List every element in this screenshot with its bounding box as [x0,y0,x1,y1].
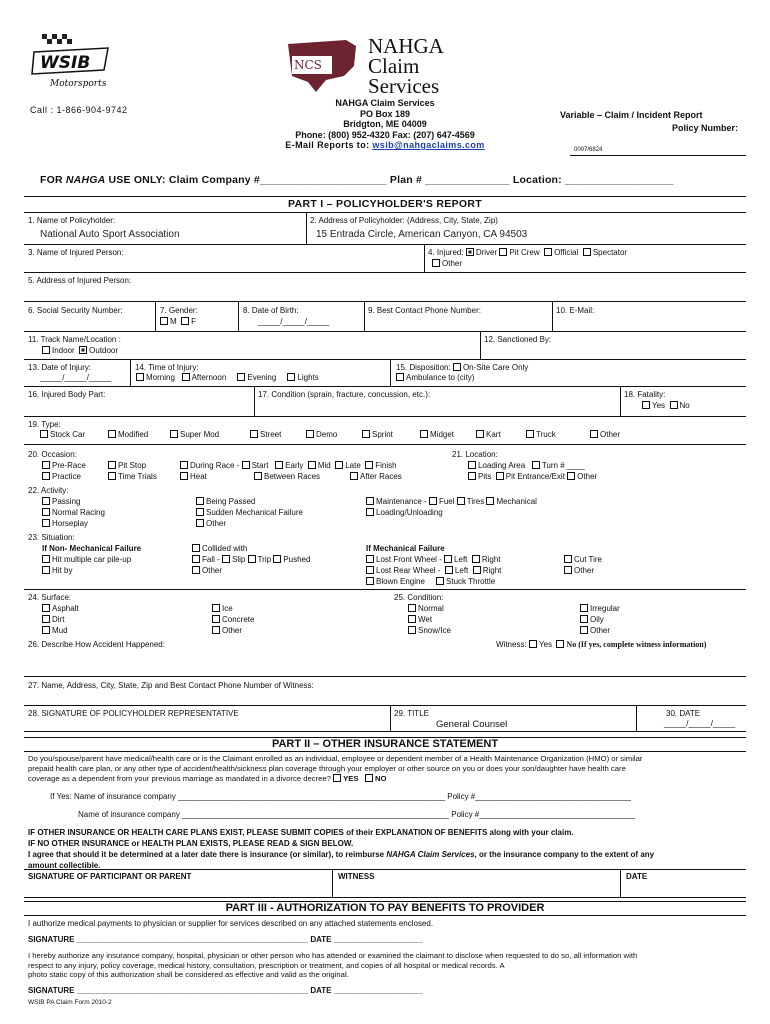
f25-normal: Normal [408,604,444,613]
addr-email-line [240,140,530,151]
f17-label: 17. Condition (sprain, fracture, concussion, etc.): [258,390,431,399]
f18-label: 18. Fatality: [624,390,666,399]
f5-label: 5. Address of Injured Person: [28,276,132,285]
part3-title: PART III - AUTHORIZATION TO PAY BENEFITS TO PROVIDER [24,901,746,916]
p3-line1: I authorize medical payments to physician or supplier for services described on any attached statements enclosed. [28,919,434,928]
p2-witness-label: WITNESS [338,872,375,881]
f19-o4: Demo [306,430,337,439]
f14-label: 14. Time of Injury: [135,363,199,372]
f23-other2: Other [564,566,594,575]
f25-wet: Wet [408,615,432,624]
f25-label: 25. Condition: [394,593,444,602]
cb-female[interactable] [181,317,189,325]
nahga-logo-line3: Services [368,74,440,98]
cb-evening[interactable] [237,373,245,381]
f19-o1: Modified [108,430,148,439]
address-block [240,98,530,151]
f25-irregular: Irregular [580,604,620,613]
addr-line-1: NAHGA Claim Services [335,98,435,108]
f22-passing: Passing [42,497,80,506]
cb-ambulance[interactable] [396,373,404,381]
part2-title: PART II – OTHER INSURANCE STATEMENT [24,737,746,752]
p3-para3: photo static copy of this authorization shall be considered as effective and valid as the original. [28,970,349,979]
f20-between: Between Races [254,472,320,481]
f23-other: Other [192,566,222,575]
f24-ice: Ice [212,604,233,613]
f23-front: Lost Front Wheel - Left Right [366,555,501,564]
f24-concrete: Concrete [212,615,254,624]
report-title: Variable – Claim / Incident Report [560,110,703,120]
p2-bold1: IF OTHER INSURANCE OR HEALTH CARE PLANS EXIST, PLEASE SUBMIT COPIES of their EXPLANATION OF BENEFITS along with your claim. [28,828,574,837]
f19-o5: Sprint [362,430,393,439]
addr-line-4: Phone: (800) 952-4320 Fax: (207) 647-4569 [295,129,475,140]
f28-label: 28. SIGNATURE OF POLICYHOLDER REPRESENTATIVE [28,709,239,718]
policyholder-address[interactable]: 15 Entrada Circle, American Canyon, CA 94503 [316,229,528,240]
p2-para3: coverage as a dependent from your previous marriage as mandated in a divorce decree? YES NO [28,774,387,783]
nahga-logo-line2: Claim [368,54,420,78]
p2-bold3: I agree that should it be determined at a later date there is insurance (or similar), to reimburse NAHGA Claim Services, or the insurance company to the extent of any [28,850,655,859]
f3-label: 3. Name of Injured Person: [28,248,124,257]
f25-oily: Oily [580,615,604,624]
f19-o0: Stock Car [40,430,85,439]
title-value[interactable]: General Counsel [436,719,508,730]
cb-witness-yes[interactable] [529,640,537,648]
f24-asphalt: Asphalt [42,604,79,613]
cb-official[interactable] [544,248,552,256]
cb-other-ins-yes[interactable] [333,774,341,782]
f22-normal: Normal Racing [42,508,105,517]
f22-horseplay: Horseplay [42,519,88,528]
date-blank[interactable]: _____/_____/_____ [664,719,736,728]
f15-ambulance: Ambulance to (city) [396,373,474,382]
wsib-logo-sub: Motorsports [50,79,107,89]
f14-opts: Morning Afternoon Evening Lights [136,373,319,382]
cb-lights[interactable] [287,373,295,381]
f8-label: 8. Date of Birth: [243,306,299,315]
p2-date-label: DATE [626,872,648,881]
email-label: E-Mail Reports to: [285,140,373,150]
cb-witness-no[interactable] [556,640,564,648]
p3-para2: respect to any injury, policy coverage, medical history, consultation, prescription or treatment, and copies of all hospital or medical records. A [28,961,505,970]
nahga-logo [286,36,496,100]
f20-prerace: Pre-Race [42,461,86,470]
f13-label: 13. Date of Injury: [28,363,92,372]
f23-label: 23. Situation: [28,533,75,542]
f30-label: 30. DATE [666,709,701,718]
p3-sig1[interactable]: SIGNATURE ____________________________________________________ DATE ____________________ [28,935,423,944]
f4-injured: 4. Injured: Driver Pit Crew Official Spectator [428,248,628,257]
f9-label: 9. Best Contact Phone Number: [368,306,481,315]
f24-dirt: Dirt [42,615,64,624]
cb-spectator[interactable] [583,248,591,256]
f23-blown: Blown Engine Stuck Throttle [366,577,495,586]
f16-label: 16. Injured Body Part: [28,390,106,399]
f11-opts: Indoor Outdoor [42,346,118,355]
f23-hitby: Hit by [42,566,72,575]
f22-other: Other [196,519,226,528]
nahga-logo-line1: NAHGA [368,34,444,58]
f23-cuttire: Cut Tire [564,555,602,564]
f6-label: 6. Social Security Number: [28,306,123,315]
cb-other-ins-no[interactable] [365,774,373,782]
f15-label: 15. Disposition: On-Site Care Only [396,363,529,372]
p2-ifyes[interactable]: If Yes: Name of insurance company ____________________________________________________________ Policy #___________________________________ [50,792,631,801]
f19-o3: Street [250,430,281,439]
cb-indoor[interactable] [42,346,50,354]
f20-heat: Heat [180,472,207,481]
email-link[interactable]: wsib@nahgaclaims.com [372,140,485,150]
cb-male[interactable] [160,317,168,325]
part1-title: PART I – POLICYHOLDER'S REPORT [288,198,482,210]
doi-blank[interactable]: _____/_____/_____ [40,373,112,382]
f19-o7: Kart [476,430,501,439]
p3-para1: I hereby authorize any insurance company, hospital, physician or other person who has attended or examined the claimant to disclose when requested to do so, all information with [28,951,638,960]
f19-o8: Truck [526,430,556,439]
f2-label: 2. Address of Policyholder: (Address, City, State, Zip) [310,216,498,225]
p2-para2: prepaid health care plan, or any other type of accident/health/sickness plan coverage through your employer or other source on you or does your son/daughter have health care [28,764,626,773]
f26-label: 26. Describe How Accident Happened: [28,640,165,649]
f19-o6: Midget [420,430,454,439]
cb-onsite[interactable] [453,363,461,371]
f22-beingpassed: Being Passed [196,497,255,506]
policy-number-value[interactable]: 0007/6824 [574,147,603,153]
f10-label: 10. E-Mail: [556,306,595,315]
f21-label: 21. Location: [452,450,498,459]
f20-during: During Race - Start Early Mid Late Finish [180,461,397,470]
f21-row1: Loading Area Turn # ____ [468,461,585,470]
f23-collided: Collided with [192,544,247,553]
cb-outdoor[interactable] [79,346,87,354]
f22-maint: Maintenance - Fuel Tires Mechanical [366,497,537,506]
p3-sig2[interactable]: SIGNATURE ____________________________________________________ DATE ____________________ [28,986,423,995]
f23-rear: Lost Rear Wheel - Left Right [366,566,501,575]
f22-loading: Loading/Unloading [366,508,443,517]
addr-line-2: PO Box 189 [359,108,411,119]
form-footer: WSIB PA Claim Form 2010-2 [28,999,112,1006]
f25-other: Other [580,626,610,635]
f19-o9: Other [590,430,620,439]
call-number: Call : 1-866-904-9742 [30,105,128,115]
f22-label: 22. Activity: [28,486,69,495]
cb-fatal-no[interactable] [670,401,678,409]
p2-bold2: IF NO OTHER INSURANCE or HEALTH PLAN EXISTS, PLEASE READ & SIGN BELOW. [28,839,354,848]
p2-name2[interactable]: Name of insurance company ____________________________________________________________ Policy #___________________________________ [78,810,635,819]
cb-injured-other[interactable] [432,259,440,267]
cb-afternoon[interactable] [182,373,190,381]
f24-other: Other [212,626,242,635]
ncs-badge: NCS [294,58,322,72]
f27-label: 27. Name, Address, City, State, Zip and Best Contact Phone Number of Witness: [28,681,314,690]
f1-label: 1. Name of Policyholder: [28,216,116,225]
policy-number-label: Policy Number: [672,123,739,133]
f18-opts: Yes No [642,401,690,410]
policyholder-name[interactable]: National Auto Sport Association [40,229,180,240]
p2-sig-label: SIGNATURE OF PARTICIPANT OR PARENT [28,872,192,881]
f4-other: Other [432,259,462,268]
f20-after: After Races [350,472,402,481]
dob-blank[interactable]: _____/_____/_____ [258,317,330,326]
f20-practice: Practice [42,472,81,481]
cb-pit-crew[interactable] [499,248,507,256]
cb-morning[interactable] [136,373,144,381]
f7-gender: M F [160,317,196,326]
f7-label: 7. Gender: [160,306,198,315]
office-use-line: FOR NAHGA USE ONLY: Claim Company #_____________________ Plan # ______________ Location: __________________ [40,174,674,186]
f24-mud: Mud [42,626,68,635]
f29-label: 29. TITLE [394,709,429,718]
wsib-logo [28,30,118,100]
f22-sudden: Sudden Mechanical Failure [196,508,303,517]
f23-nonmech: If Non- Mechanical Failure [42,544,142,553]
f23-fall: Fall - Slip Trip Pushed [192,555,310,564]
cb-fatal-yes[interactable] [642,401,650,409]
p2-para1: Do you/spouse/parent have medical/health care or is the Claimant enrolled as an individual, employee or dependent member of a Health Maintenance Organization (HMO) or similar [28,754,643,763]
p2-bold4: amount collectible. [28,861,101,870]
f12-label: 12. Sanctioned By: [484,335,552,344]
f24-label: 24. Surface: [28,593,72,602]
f21-row2: Pits Pit Entrance/Exit Other [468,472,597,481]
f20-pitstop: Pit Stop [108,461,146,470]
witness-line: Witness: Yes No (If yes, complete witness information) [496,640,707,649]
f20-timetrials: Time Trials [108,472,157,481]
f23-pileup: Hit multiple car pile-up [42,555,131,564]
f19-o2: Super Mod [170,430,219,439]
f20-label: 20. Occasion: [28,450,77,459]
addr-line-3: Bridgton, ME 04009 [343,119,427,129]
policy-number-underline [570,155,746,156]
cb-driver[interactable] [466,248,474,256]
f23-mech: If Mechanical Failure [366,544,445,553]
f25-snow: Snow/Ice [408,626,451,635]
wsib-logo-text: WSIB [40,53,91,73]
f19-label: 19. Type: [28,420,61,429]
f11-label: 11. Track Name/Location : [28,335,121,344]
